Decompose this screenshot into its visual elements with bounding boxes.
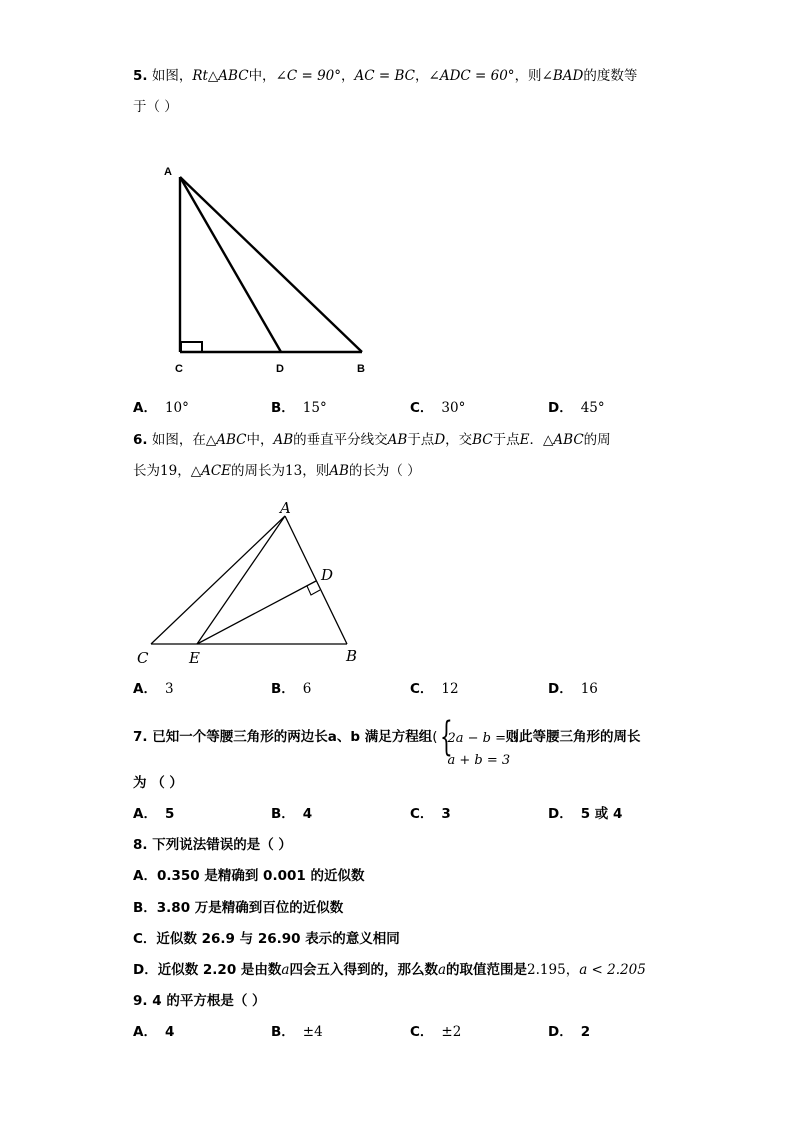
option-label: C．: [410, 806, 434, 822]
q5-option-d[interactable]: [548, 398, 605, 418]
q7-option-d[interactable]: [548, 804, 622, 824]
q7-equation-1: 2a − b = 3: [447, 731, 519, 746]
q6-text: ，: [177, 463, 191, 479]
option-label: C．: [410, 400, 434, 416]
option-label: C．: [410, 1024, 434, 1040]
q5-option-b[interactable]: [271, 398, 327, 418]
q5-stem-line1: [133, 66, 637, 86]
q6-math: △ABC: [543, 432, 584, 448]
q9-number: 9.: [133, 993, 148, 1009]
q7-equation-system: { 2a − b = 3 a + b = 3: [440, 714, 504, 760]
q7-text: 已知一个等腰三角形的两边长a、b 满足方程组: [152, 729, 433, 745]
q8-math: a: [281, 962, 290, 978]
q8-option-d[interactable]: [133, 960, 646, 980]
q7-equation-2: a + b = 3: [447, 753, 511, 768]
q6-math: AB: [387, 432, 408, 448]
q5-label-c: C: [175, 363, 183, 375]
q6-text: 中，: [246, 432, 274, 448]
q6-triangle-figure: [130, 495, 380, 675]
q6-math: 13: [285, 463, 303, 479]
q7-stem-line2: 为 （ ）: [133, 775, 183, 791]
q8-number: 8.: [133, 837, 148, 853]
q6-option-c[interactable]: [410, 679, 459, 699]
q8-text: 四会五入得到的，那么数: [289, 962, 438, 978]
q8-math: a: [437, 962, 447, 978]
q6-text: 的垂直平分线交: [293, 432, 388, 448]
option-value: 6: [302, 681, 312, 697]
q6-label-c: C: [137, 649, 149, 667]
q6-math: △ACE: [190, 463, 232, 479]
q6-text: 于点: [407, 432, 435, 448]
q6-math: AB: [329, 463, 349, 479]
option-label: C．: [410, 681, 434, 697]
q6-text: 的长为（ ）: [348, 463, 421, 479]
q5-options: [133, 398, 693, 418]
q5-math: AC = BC: [354, 68, 416, 84]
q5-triangle-figure: [160, 160, 380, 380]
q9-option-b[interactable]: [271, 1022, 323, 1042]
option-value: ±4: [302, 1024, 323, 1040]
q9-option-a[interactable]: [133, 1022, 174, 1042]
option-label: A．: [133, 1024, 157, 1040]
option-label: B．: [271, 681, 295, 697]
q8-option-b[interactable]: B．3.80 万是精确到百位的近似数: [133, 900, 344, 916]
q6-text: 于点: [492, 432, 520, 448]
q7-option-a[interactable]: [133, 804, 174, 824]
q6-stem-line2: [133, 461, 421, 481]
option-value: 3: [441, 806, 451, 822]
option-value: 4: [302, 806, 313, 822]
q5-right-angle-mark: [181, 342, 202, 352]
option-value: 4: [164, 1024, 175, 1040]
q7-number: 7.: [133, 729, 148, 745]
q6-options: [133, 679, 693, 699]
option-value: 5: [164, 806, 175, 822]
q6-right-angle-mark: [307, 586, 320, 595]
q5-math: ∠BAD: [541, 68, 584, 84]
q6-stem-line1: [133, 430, 611, 450]
q8-option-a[interactable]: A．0.350 是精确到 0.001 的近似数: [133, 868, 365, 884]
q8-math: a < 2.205: [579, 962, 646, 978]
q6-text: ，则: [302, 463, 330, 479]
q7-paren: (: [432, 729, 438, 745]
q6-segment-ca: [151, 516, 285, 644]
option-label: A．: [133, 400, 157, 416]
option-value: 12: [441, 681, 459, 697]
q6-option-d[interactable]: [548, 679, 598, 699]
q5-option-c[interactable]: [410, 398, 465, 418]
q6-text: ．: [529, 432, 544, 448]
q5-text: ，则: [514, 68, 542, 84]
q6-option-a[interactable]: [133, 679, 174, 699]
q8-option-c[interactable]: C．近似数 26.9 与 26.90 表示的意义相同: [133, 931, 400, 947]
option-label: A．: [133, 681, 157, 697]
q5-label-a: A: [164, 166, 172, 178]
option-value: 15°: [302, 400, 327, 416]
q6-math: E: [519, 432, 530, 448]
q6-text: ，交: [445, 432, 473, 448]
q6-number: 6.: [133, 432, 148, 448]
option-label: B．: [271, 400, 295, 416]
q6-math: AB: [273, 432, 294, 448]
q6-label-b: B: [346, 647, 358, 665]
q7-options: [133, 804, 693, 824]
option-value: 30°: [441, 400, 466, 416]
q9-options: [133, 1022, 693, 1042]
q6-segment-ab: [285, 516, 347, 644]
q5-label-d: D: [276, 363, 284, 375]
option-value: 3: [164, 681, 174, 697]
q6-math: BC: [472, 432, 493, 448]
q6-math: D: [434, 432, 446, 448]
option-value: 5 或 4: [580, 806, 623, 822]
q6-label-a: A: [280, 499, 291, 517]
option-label: A．: [133, 806, 157, 822]
option-label: B．: [271, 806, 295, 822]
q6-text: 的周长为: [231, 463, 286, 479]
q5-segment-ab: [180, 177, 362, 352]
q5-text: ，: [415, 68, 429, 84]
q8-text: ，: [565, 962, 580, 978]
q5-text: 中，: [248, 68, 276, 84]
q5-label-b: B: [357, 363, 365, 375]
q9-option-d[interactable]: [548, 1022, 590, 1042]
q5-math: ∠C = 90°: [275, 68, 342, 84]
q8-text: 的取值范围是: [446, 962, 528, 978]
q6-text: 如图，在: [151, 432, 206, 448]
q7-text: 则此等腰三角形的周长: [505, 729, 641, 745]
q5-text: 如图，: [151, 68, 193, 84]
q8-text: D．近似数 2.20 是由数: [133, 962, 282, 978]
q6-text: 长为: [133, 463, 160, 479]
q5-text: ，: [341, 68, 355, 84]
q8-stem: [133, 835, 292, 855]
q5-math: Rt△ABC: [192, 68, 249, 84]
q9-stem: [133, 991, 266, 1011]
option-value: 2: [580, 1024, 591, 1040]
q6-segment-ea: [197, 516, 285, 644]
q7-option-b[interactable]: [271, 804, 312, 824]
option-value: 10°: [164, 400, 189, 416]
q6-segment-ed: [197, 581, 316, 644]
q9-text: 4 的平方根是（ ）: [152, 993, 266, 1009]
q5-option-a[interactable]: [133, 398, 189, 418]
q6-math: 19: [160, 463, 178, 479]
q7-stem-line1: [133, 714, 641, 768]
q5-segment-ad: [180, 177, 281, 352]
q6-math: △ABC: [205, 432, 247, 448]
q5-stem-line2: 于（ ）: [133, 99, 178, 115]
option-label: D．: [548, 400, 573, 416]
q7-option-c[interactable]: [410, 804, 451, 824]
q8-math: 2.195: [527, 962, 566, 978]
q6-label-e: E: [189, 649, 200, 667]
q5-text: 的度数等: [583, 68, 638, 84]
q6-option-b[interactable]: [271, 679, 311, 699]
option-value: ±2: [441, 1024, 462, 1040]
q8-text: 下列说法错误的是（ ）: [152, 837, 292, 853]
q6-label-d: D: [321, 566, 334, 584]
q5-math: ∠ADC = 60°: [428, 68, 515, 84]
q6-text: 的周: [583, 432, 611, 448]
option-label: B．: [271, 1024, 295, 1040]
q9-option-c[interactable]: [410, 1022, 461, 1042]
option-label: D．: [548, 681, 573, 697]
option-label: D．: [548, 1024, 573, 1040]
option-value: 45°: [580, 400, 605, 416]
option-value: 16: [580, 681, 598, 697]
option-label: D．: [548, 806, 573, 822]
q5-number: 5.: [133, 68, 148, 84]
